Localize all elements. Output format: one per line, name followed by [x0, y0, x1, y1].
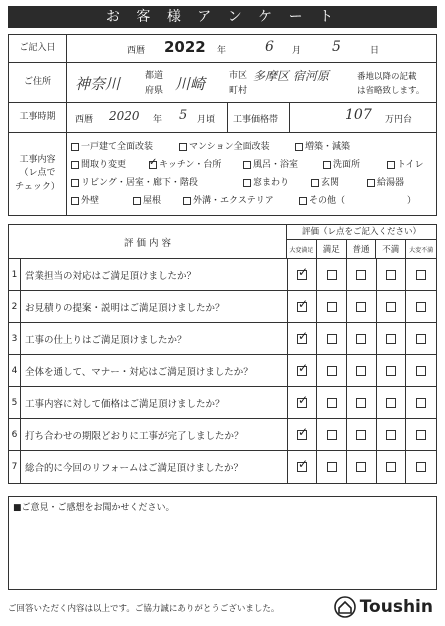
checkbox-icon[interactable] [416, 334, 426, 344]
question-text: 工事内容に対して価格はご満足頂けましたか？ [21, 387, 288, 418]
option-whole-house[interactable]: 一戸建て全面改装 [71, 139, 153, 152]
checkbox-icon[interactable] [356, 398, 366, 408]
comment-label: ■ご意見・ご感想をお聞かせください。 [13, 503, 175, 513]
checkbox-icon[interactable] [295, 143, 303, 151]
address-label: ご住所 [9, 63, 67, 102]
city-unit-bottom: 町村 [229, 86, 248, 96]
header-rating: 評価（レ点をご記入ください） [287, 225, 436, 240]
question-text: 総合的に今回のリフォームはご満足頂けましたか？ [21, 451, 288, 483]
checked-checkbox-icon[interactable] [297, 430, 307, 440]
period-year-unit: 年 [153, 115, 163, 125]
period-era: 西暦 [75, 115, 94, 125]
checkbox-icon[interactable] [299, 197, 307, 205]
address-note-1: 番地以降の記載 [357, 72, 417, 82]
date-month[interactable]: 6 [265, 39, 274, 55]
footer-note: ご回答いただく内容は以上です。ご協力誠にありがとうございました。 [8, 604, 280, 614]
checkbox-icon[interactable] [356, 462, 366, 472]
survey-title: お 客 様 ア ン ケ ー ト [8, 6, 437, 28]
question-text: 営業担当の対応はご満足頂けましたか？ [21, 259, 288, 290]
date-day[interactable]: 5 [332, 39, 341, 55]
content-label-2: （レ点で [19, 168, 56, 179]
address-row [9, 63, 436, 103]
option-other-close: ） [407, 196, 417, 206]
content-label-1: 工事内容 [19, 154, 56, 165]
price-label: 工事価格帯 [233, 115, 279, 125]
address-ward[interactable]: 多摩区 宿河原 [253, 69, 329, 83]
checkbox-icon[interactable] [416, 270, 426, 280]
evaluation-table [8, 224, 437, 484]
checkbox-icon[interactable] [71, 197, 79, 205]
checkbox-icon[interactable] [386, 398, 396, 408]
checked-checkbox-icon[interactable] [297, 462, 307, 472]
evaluation-header [9, 225, 436, 259]
checkbox-icon[interactable] [183, 197, 191, 205]
checkbox-icon[interactable] [133, 197, 141, 205]
date-day-unit: 日 [370, 46, 380, 56]
checkbox-icon[interactable] [71, 161, 79, 169]
period-year[interactable]: 2020 [109, 109, 140, 123]
checkbox-icon[interactable] [416, 366, 426, 376]
checkbox-icon[interactable] [179, 143, 187, 151]
option-extension[interactable]: 増築・減築 [295, 139, 350, 152]
scale-dissatisfied: 不満 [376, 240, 406, 258]
checkbox-icon[interactable] [327, 270, 337, 280]
scale-satisfied: 満足 [317, 240, 347, 258]
checkbox-icon[interactable] [71, 179, 79, 187]
checked-checkbox-icon[interactable] [297, 270, 307, 280]
checkbox-icon[interactable] [416, 398, 426, 408]
price-unit: 万円台 [385, 115, 413, 125]
pref-unit-top: 都道 [145, 71, 164, 81]
checkbox-icon[interactable] [243, 161, 251, 169]
checked-checkbox-icon[interactable] [297, 334, 307, 344]
checked-checkbox-icon[interactable] [149, 161, 157, 169]
price-value[interactable]: 107 [345, 107, 372, 123]
option-window[interactable]: 窓まわり [243, 175, 289, 188]
toushin-logo [334, 596, 433, 618]
option-exterior-wall[interactable]: 外壁 [71, 193, 99, 206]
header-item: 評 価 内 容 [9, 225, 287, 258]
table-row: 6 打ち合わせの期限どおりに工事が完了しましたか？ ✓ [9, 419, 436, 451]
date-label: ご記入日 [9, 35, 67, 62]
table-row: 2 お見積りの提案・説明はご満足頂けましたか？ ✓ [9, 291, 436, 323]
checkbox-icon[interactable] [356, 270, 366, 280]
content-label-3: チェック） [15, 181, 60, 192]
checkbox-icon[interactable] [367, 179, 375, 187]
table-row: 4 全体を通して、マナー・対応はご満足頂けましたか？ ✓ [9, 355, 436, 387]
content-row [9, 133, 436, 215]
option-living[interactable]: リビング・居室・廊下・階段 [71, 175, 198, 188]
checkbox-icon[interactable] [356, 366, 366, 376]
checkbox-icon[interactable] [386, 302, 396, 312]
scale-very-satisfied: 大変満足 [287, 240, 317, 258]
option-entrance[interactable]: 玄関 [311, 175, 339, 188]
checkbox-icon[interactable] [356, 302, 366, 312]
address-prefecture[interactable]: 神奈川 [75, 75, 121, 93]
checked-checkbox-icon[interactable] [297, 366, 307, 376]
checkbox-icon[interactable] [356, 430, 366, 440]
table-row: 3 工事の仕上りはご満足頂けましたか？ ✓ [9, 323, 436, 355]
option-washroom[interactable]: 洗面所 [323, 157, 360, 170]
customer-info-form [8, 34, 437, 216]
checkbox-icon[interactable] [386, 334, 396, 344]
option-layout[interactable]: 間取り変更 [71, 157, 126, 170]
option-kitchen[interactable]: ✓ キッチン・台所 [149, 157, 221, 170]
checkbox-icon[interactable] [327, 302, 337, 312]
date-row [9, 35, 436, 63]
option-bath[interactable]: 風呂・浴室 [243, 157, 298, 170]
checkbox-icon[interactable] [71, 143, 79, 151]
checkbox-icon[interactable] [311, 179, 319, 187]
checked-checkbox-icon[interactable] [297, 398, 307, 408]
question-text: 全体を通して、マナー・対応はご満足頂けましたか？ [21, 355, 288, 386]
comment-box[interactable] [8, 496, 437, 590]
address-city[interactable]: 川崎 [175, 75, 206, 93]
checkbox-icon[interactable] [416, 302, 426, 312]
question-text: 打ち合わせの期限どおりに工事が完了しましたか？ [21, 419, 288, 450]
scale-very-dissatisfied: 大変不満 [409, 246, 434, 254]
checkbox-icon[interactable] [386, 366, 396, 376]
city-unit-top: 市区 [229, 71, 248, 81]
question-text: お見積りの提案・説明はご満足頂けましたか？ [21, 291, 288, 322]
date-era: 西暦 [127, 46, 146, 56]
checkbox-icon[interactable] [323, 161, 331, 169]
date-year: 2022 [164, 38, 206, 56]
checkbox-icon[interactable] [386, 462, 396, 472]
period-row [9, 103, 436, 133]
table-row: 7 総合的に今回のリフォームはご満足頂けましたか？ ✓ [9, 451, 436, 483]
option-toilet[interactable]: トイレ [387, 157, 424, 170]
period-month-unit: 月頃 [197, 115, 216, 125]
period-month[interactable]: 5 [179, 108, 188, 123]
checkbox-icon[interactable] [243, 179, 251, 187]
address-note-2: は省略致します。 [357, 86, 425, 96]
scale-neutral: 普通 [347, 240, 377, 258]
house-logo-icon [334, 596, 356, 618]
date-month-unit: 月 [292, 46, 302, 56]
table-row: 5 工事内容に対して価格はご満足頂けましたか？ ✓ [9, 387, 436, 419]
option-roof[interactable]: 屋根 [133, 193, 161, 206]
pref-unit-bottom: 府県 [145, 86, 164, 96]
option-water-heater[interactable]: 給湯器 [367, 175, 404, 188]
checkbox-icon[interactable] [356, 334, 366, 344]
option-mansion[interactable]: マンション全面改装 [179, 139, 270, 152]
table-row: 1 営業担当の対応はご満足頂けましたか？ ✓ [9, 259, 436, 291]
period-label: 工事時期 [9, 103, 67, 132]
question-text: 工事の仕上りはご満足頂けましたか？ [21, 323, 288, 354]
checkbox-icon[interactable] [386, 270, 396, 280]
checked-checkbox-icon[interactable] [297, 302, 307, 312]
checkbox-icon[interactable] [386, 430, 396, 440]
checkbox-icon[interactable] [387, 161, 395, 169]
date-year-unit: 年 [217, 46, 227, 56]
checkbox-icon[interactable] [327, 334, 337, 344]
brand-name: Toushin [359, 597, 433, 617]
checkbox-icon[interactable] [416, 462, 426, 472]
checkbox-icon[interactable] [327, 366, 337, 376]
option-exterior[interactable]: 外溝・エクステリア [183, 193, 274, 206]
checkbox-icon[interactable] [416, 430, 426, 440]
checkbox-icon[interactable] [327, 398, 337, 408]
checkbox-icon[interactable] [327, 462, 337, 472]
option-other[interactable]: その他（ [299, 193, 345, 206]
checkbox-icon[interactable] [327, 430, 337, 440]
